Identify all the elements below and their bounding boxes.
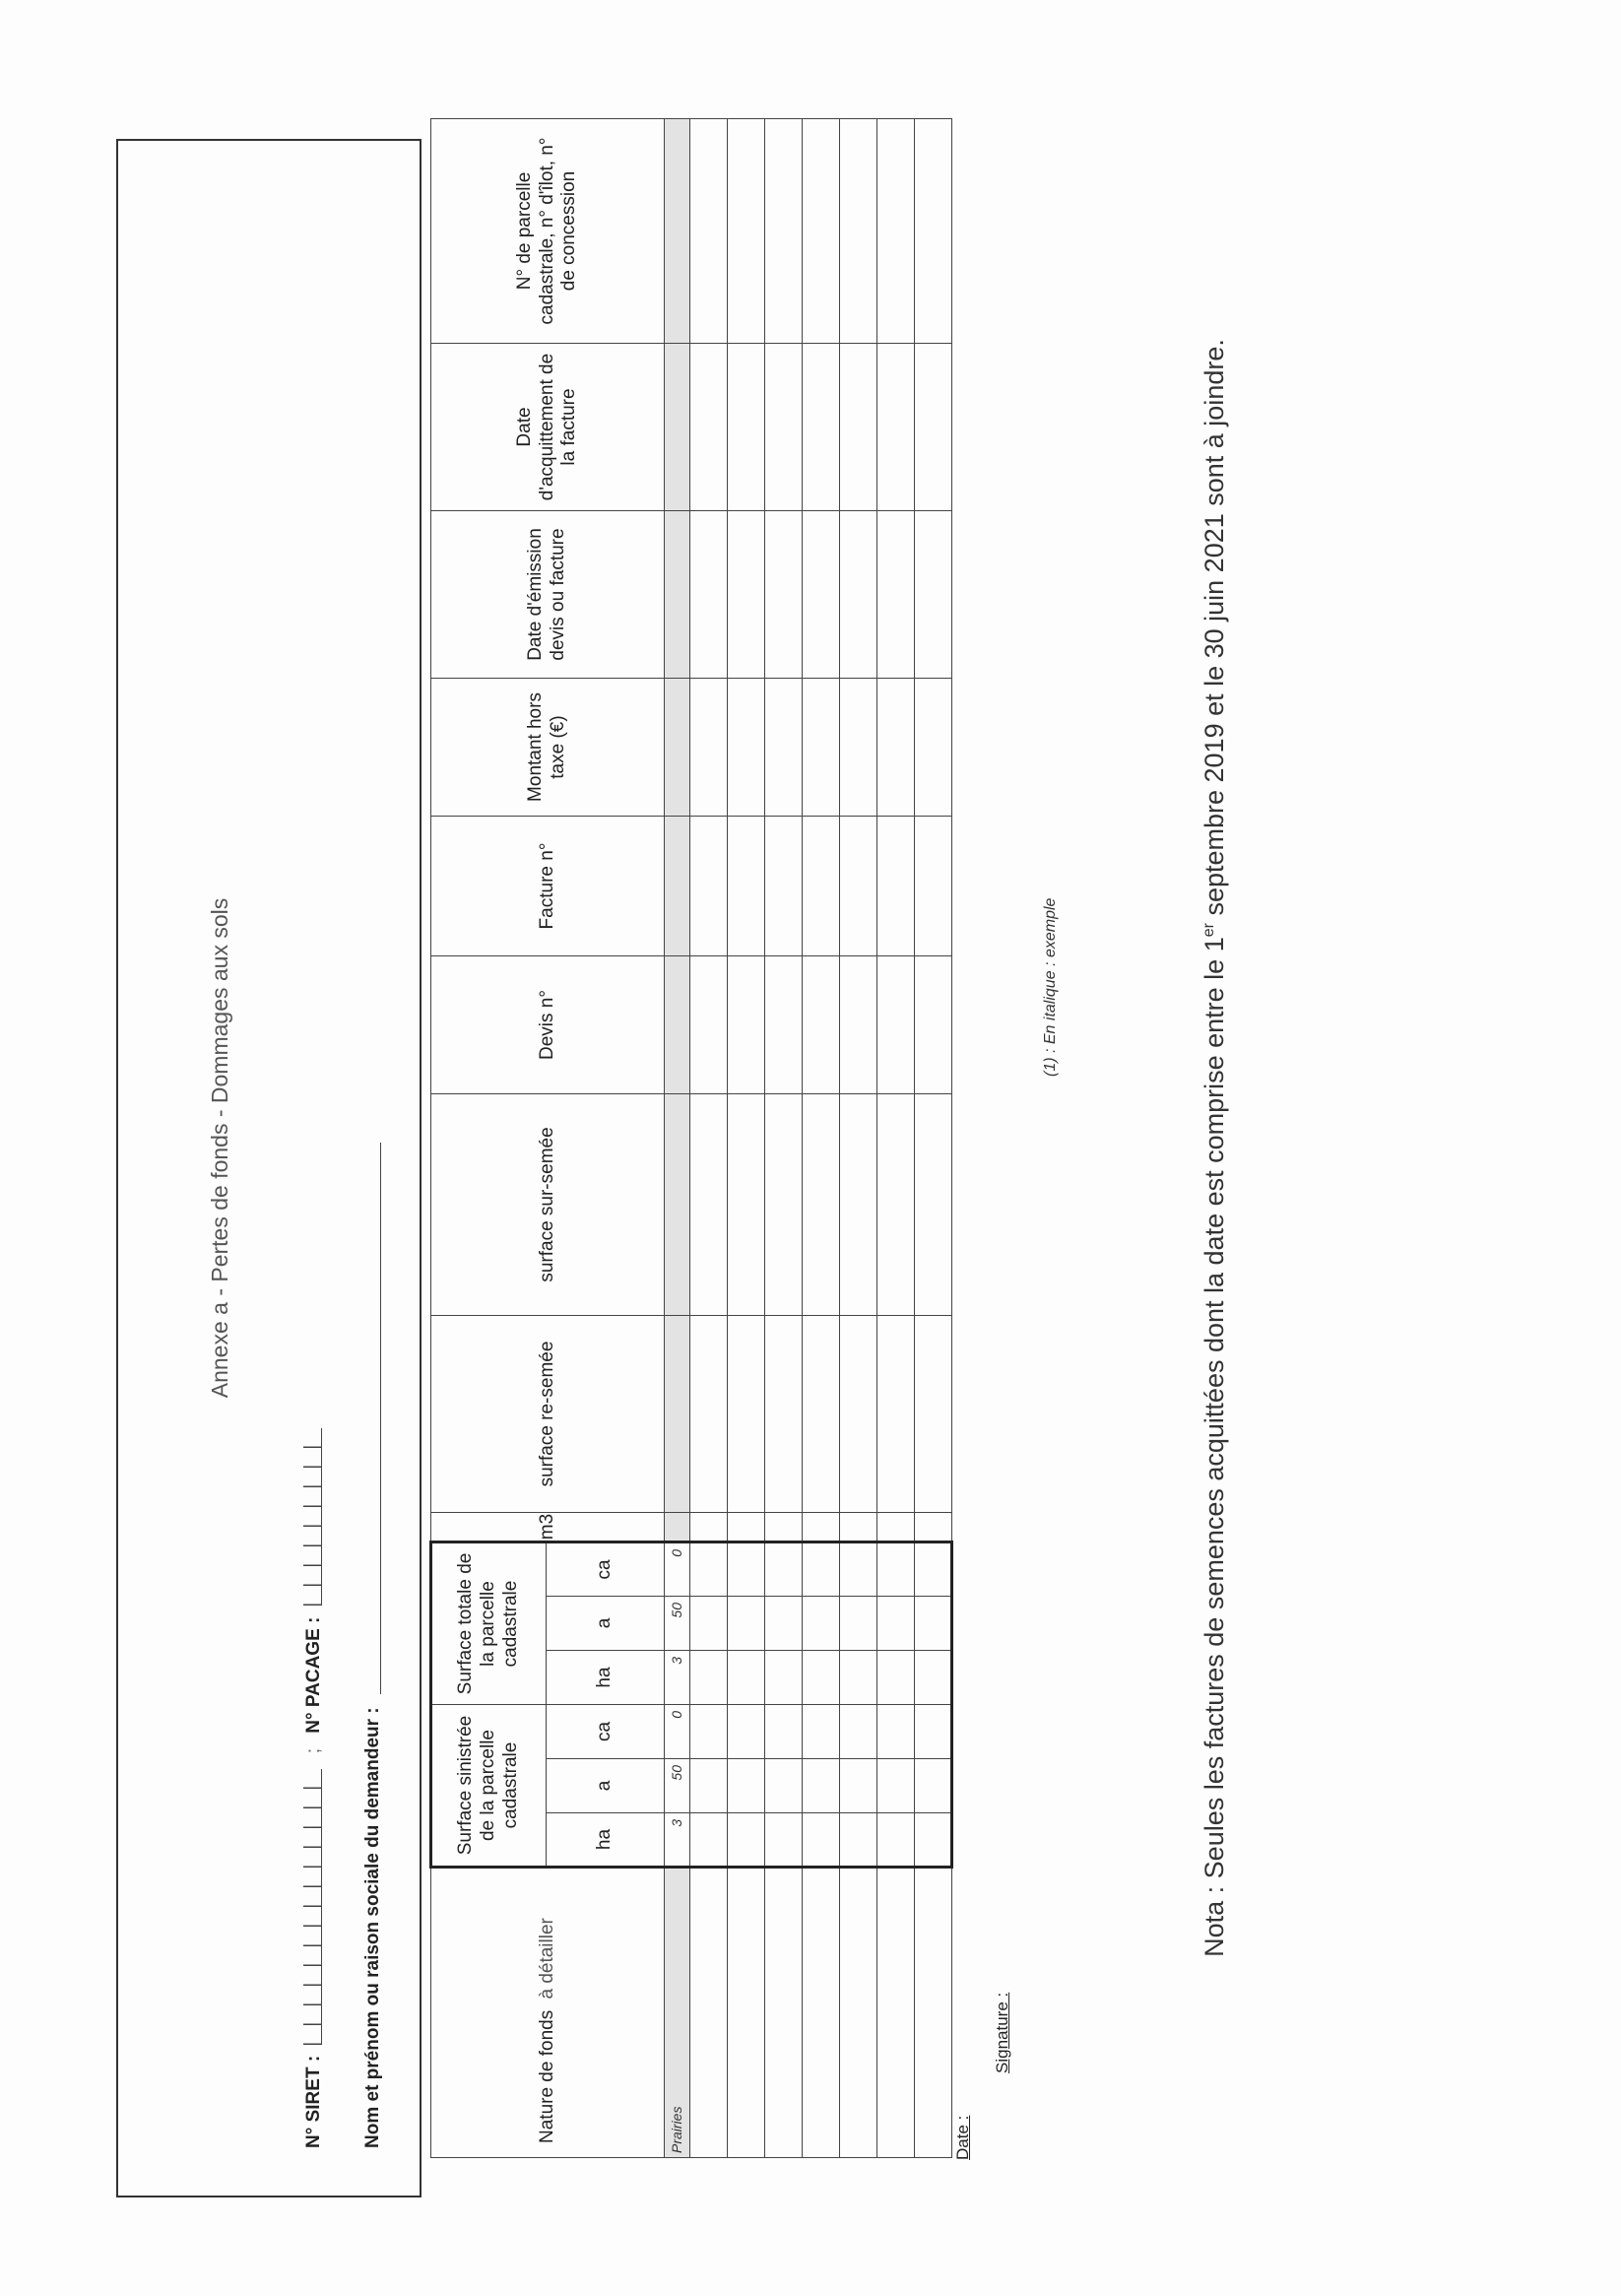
example-parcelle xyxy=(665,119,690,344)
example-sin-ca: 0 xyxy=(665,1705,690,1759)
table-cell[interactable] xyxy=(877,1094,915,1316)
example-montant xyxy=(665,679,690,817)
header-nature-hint: à détailler xyxy=(536,1918,557,2000)
table-cell[interactable] xyxy=(915,1651,952,1705)
table-cell[interactable] xyxy=(728,344,765,511)
example-sin-a: 50 xyxy=(665,1759,690,1813)
identification-box xyxy=(116,139,421,2198)
table-cell[interactable] xyxy=(803,1094,840,1316)
table-cell[interactable] xyxy=(840,119,877,344)
table-cell[interactable] xyxy=(690,344,728,511)
example-tot-ha: 3 xyxy=(665,1651,690,1705)
table-cell[interactable] xyxy=(877,1868,915,2158)
table-cell[interactable] xyxy=(765,1651,803,1705)
table-cell[interactable] xyxy=(803,1868,840,2158)
footnote: (1) : En italique : exemple xyxy=(1042,897,1059,1077)
table-cell[interactable] xyxy=(915,679,952,817)
table-cell[interactable] xyxy=(915,344,952,511)
example-tot-a: 50 xyxy=(665,1597,690,1651)
table-cell[interactable] xyxy=(915,1597,952,1651)
table-cell[interactable] xyxy=(728,1542,765,1597)
empty-rows xyxy=(690,119,952,2158)
table-cell[interactable] xyxy=(915,1316,952,1513)
table-cell[interactable] xyxy=(915,956,952,1094)
table-cell[interactable] xyxy=(728,1597,765,1651)
header-montant: Montant hors taxe (€) xyxy=(431,679,665,817)
table-cell[interactable] xyxy=(690,1597,728,1651)
table-cell[interactable] xyxy=(728,817,765,956)
table-cell[interactable] xyxy=(877,344,915,511)
table-cell[interactable] xyxy=(877,1651,915,1705)
table-cell[interactable] xyxy=(877,1759,915,1813)
table-cell[interactable] xyxy=(728,511,765,679)
table-cell[interactable] xyxy=(803,1513,840,1542)
pacage-label: N° PACAGE : xyxy=(303,1616,324,1734)
table-cell[interactable] xyxy=(728,1868,765,2158)
example-date-acquittement xyxy=(665,344,690,511)
table-cell[interactable] xyxy=(803,1651,840,1705)
table-cell[interactable] xyxy=(765,956,803,1094)
table-cell[interactable] xyxy=(803,679,840,817)
table-cell[interactable] xyxy=(803,1542,840,1597)
nota-before: Nota : Seules les factures de semences acquittées dont la date est comprise entre le 1 xyxy=(1200,937,1229,1957)
unit-sin-ha: ha xyxy=(547,1813,665,1868)
table-cell[interactable] xyxy=(915,511,952,679)
table-cell[interactable] xyxy=(803,119,840,344)
nota-after: septembre 2019 et le 30 juin 2021 sont à joindre. xyxy=(1200,339,1229,924)
table-cell[interactable] xyxy=(765,1316,803,1513)
table-cell[interactable] xyxy=(728,956,765,1094)
table-cell[interactable] xyxy=(877,1813,915,1868)
table-cell[interactable] xyxy=(728,1813,765,1868)
table-cell[interactable] xyxy=(840,1813,877,1868)
header-m3: m3 xyxy=(431,1513,665,1542)
unit-sin-ca: ca xyxy=(547,1705,665,1759)
table-cell[interactable] xyxy=(915,1542,952,1597)
table-cell[interactable] xyxy=(765,1705,803,1759)
table-row xyxy=(840,119,877,2158)
table-cell[interactable] xyxy=(690,679,728,817)
table-cell[interactable] xyxy=(803,956,840,1094)
table-cell[interactable] xyxy=(690,1868,728,2158)
example-m3 xyxy=(665,1513,690,1542)
pacage-field[interactable] xyxy=(303,1428,322,1606)
header-facture: Facture n° xyxy=(431,817,665,956)
table-cell[interactable] xyxy=(877,817,915,956)
example-nature: Prairies xyxy=(665,1868,690,2158)
table-cell[interactable] xyxy=(915,1705,952,1759)
table-row xyxy=(728,119,765,2158)
table-cell[interactable] xyxy=(840,679,877,817)
table-cell[interactable] xyxy=(877,1542,915,1597)
table-row xyxy=(915,119,952,2158)
table-cell[interactable] xyxy=(877,679,915,817)
table-cell[interactable] xyxy=(690,1094,728,1316)
table-cell[interactable] xyxy=(765,679,803,817)
table-cell[interactable] xyxy=(690,1705,728,1759)
table-cell[interactable] xyxy=(728,1651,765,1705)
table-cell[interactable] xyxy=(877,1597,915,1651)
siret-pacage-line xyxy=(303,1428,325,2148)
table-cell[interactable] xyxy=(840,956,877,1094)
table-cell[interactable] xyxy=(690,1813,728,1868)
header-surface-sinistree: Surface sinistrée de la parcelle cadastrale xyxy=(431,1705,547,1868)
signature-label: Signature : xyxy=(993,1992,1011,2073)
example-devis xyxy=(665,956,690,1094)
table-cell[interactable] xyxy=(803,1316,840,1513)
table-cell[interactable] xyxy=(915,1813,952,1868)
table-cell[interactable] xyxy=(840,1316,877,1513)
table-cell[interactable] xyxy=(840,344,877,511)
table-cell[interactable] xyxy=(840,1759,877,1813)
table-cell[interactable] xyxy=(690,1759,728,1813)
table-cell[interactable] xyxy=(765,1597,803,1651)
table-cell[interactable] xyxy=(803,511,840,679)
table-cell[interactable] xyxy=(765,119,803,344)
example-tot-ca: 0 xyxy=(665,1542,690,1597)
table-cell[interactable] xyxy=(803,1597,840,1651)
siret-field[interactable] xyxy=(303,1769,322,2045)
table-cell[interactable] xyxy=(840,1868,877,2158)
table-cell[interactable] xyxy=(765,1813,803,1868)
table-cell[interactable] xyxy=(765,1542,803,1597)
table-cell[interactable] xyxy=(765,1868,803,2158)
table-cell[interactable] xyxy=(877,1513,915,1542)
table-cell[interactable] xyxy=(840,817,877,956)
table-cell[interactable] xyxy=(877,1316,915,1513)
table-cell[interactable] xyxy=(915,1513,952,1542)
table-cell[interactable] xyxy=(728,119,765,344)
table-cell[interactable] xyxy=(803,344,840,511)
unit-tot-ha: ha xyxy=(547,1651,665,1705)
table-cell[interactable] xyxy=(728,1759,765,1813)
table-cell[interactable] xyxy=(690,1513,728,1542)
header-parcelle: N° de parcelle cadastrale, n° d'îlot, n° de concession xyxy=(431,119,665,344)
header-date-acquittement: Date d'acquittement de la facture xyxy=(431,344,665,511)
table-cell[interactable] xyxy=(840,511,877,679)
header-nature xyxy=(431,1868,665,2158)
date-label: Date : xyxy=(953,2115,972,2160)
unit-sin-a: a xyxy=(547,1759,665,1813)
header-sur-semee: surface sur-semée xyxy=(431,1094,665,1316)
header-nature-label: Nature de fonds xyxy=(536,2009,557,2143)
unit-tot-ca: ca xyxy=(547,1542,665,1597)
nom-field[interactable] xyxy=(362,1143,381,1694)
table-cell[interactable] xyxy=(915,1759,952,1813)
example-re-semee xyxy=(665,1316,690,1513)
separator: ; xyxy=(303,1748,324,1754)
nom-line xyxy=(362,1143,384,2148)
table-cell[interactable] xyxy=(690,1651,728,1705)
table-cell[interactable] xyxy=(765,344,803,511)
table-cell[interactable] xyxy=(803,1705,840,1759)
table-cell[interactable] xyxy=(840,1094,877,1316)
table-row xyxy=(765,119,803,2158)
table-cell[interactable] xyxy=(728,1705,765,1759)
example-sin-ha: 3 xyxy=(665,1813,690,1868)
table-cell[interactable] xyxy=(765,1513,803,1542)
table-cell[interactable] xyxy=(915,119,952,344)
table-cell[interactable] xyxy=(765,1759,803,1813)
table-cell[interactable] xyxy=(915,1868,952,2158)
table-cell[interactable] xyxy=(877,511,915,679)
nom-label: Nom et prénom ou raison sociale du demandeur : xyxy=(362,1707,383,2148)
table-cell[interactable] xyxy=(803,1759,840,1813)
table-cell[interactable] xyxy=(840,1705,877,1759)
table-cell[interactable] xyxy=(840,1513,877,1542)
unit-tot-a: a xyxy=(547,1597,665,1651)
table-cell[interactable] xyxy=(728,1513,765,1542)
example-facture xyxy=(665,817,690,956)
example-row xyxy=(665,119,690,2158)
table-cell[interactable] xyxy=(915,1094,952,1316)
header-devis: Devis n° xyxy=(431,956,665,1094)
table-cell[interactable] xyxy=(803,817,840,956)
table-cell[interactable] xyxy=(690,511,728,679)
table-row xyxy=(690,119,728,2158)
table-cell[interactable] xyxy=(877,1705,915,1759)
example-date-emission xyxy=(665,511,690,679)
table-cell[interactable] xyxy=(728,1094,765,1316)
table-row xyxy=(877,119,915,2158)
table-row xyxy=(803,119,840,2158)
table-cell[interactable] xyxy=(690,956,728,1094)
pertes-table xyxy=(429,118,953,2158)
table-cell[interactable] xyxy=(765,1094,803,1316)
header-date-emission: Date d'émission devis ou facture xyxy=(431,511,665,679)
table-cell[interactable] xyxy=(690,1316,728,1513)
page-title: Annexe a - Pertes de fonds - Dommages aux sols xyxy=(207,897,232,1399)
table-cell[interactable] xyxy=(690,119,728,344)
header-surface-totale: Surface totale de la parcelle cadastrale xyxy=(431,1542,547,1705)
table-cell[interactable] xyxy=(840,1651,877,1705)
siret-label: N° SIRET : xyxy=(303,2055,324,2148)
table-cell[interactable] xyxy=(840,1542,877,1597)
example-sur-semee xyxy=(665,1094,690,1316)
table-cell[interactable] xyxy=(728,679,765,817)
nota-text xyxy=(1200,0,1230,2296)
table-cell[interactable] xyxy=(728,1316,765,1513)
table-cell[interactable] xyxy=(765,511,803,679)
nota-sup: er xyxy=(1200,923,1217,938)
table-cell[interactable] xyxy=(803,1813,840,1868)
table-cell[interactable] xyxy=(915,817,952,956)
table-cell[interactable] xyxy=(877,956,915,1094)
table-cell[interactable] xyxy=(690,817,728,956)
header-re-semee: surface re-semée xyxy=(431,1316,665,1513)
table-cell[interactable] xyxy=(840,1597,877,1651)
table-cell[interactable] xyxy=(765,817,803,956)
table-cell[interactable] xyxy=(690,1542,728,1597)
table-cell[interactable] xyxy=(877,119,915,344)
